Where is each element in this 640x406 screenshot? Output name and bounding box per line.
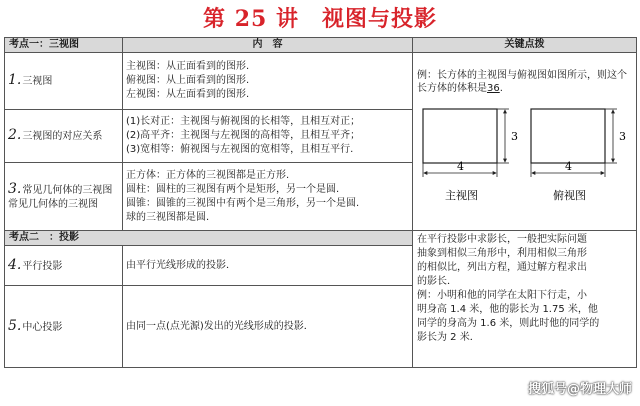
- key-line: 同学的身高为 1.6 米，则此时他的同学的: [417, 318, 600, 329]
- topic-number: 3.: [8, 180, 22, 197]
- content-cell: [123, 53, 413, 110]
- views-figure: [417, 99, 633, 211]
- key-line: 的相似比，列出方程，通过解方程求出: [417, 262, 587, 273]
- header-topic-label: 考点一：三视图: [9, 39, 79, 50]
- knowledge-table: [4, 37, 637, 368]
- header-key-label: 关键点拨: [504, 39, 545, 50]
- example-answer: 36: [487, 83, 500, 94]
- key-line: 在平行投影中求影长，一般把实际问题: [417, 234, 587, 245]
- watermark: 搜狐号@物理大师: [527, 382, 632, 397]
- content-line: (1)长对正：主视图与俯视图的长相等，且相互对正；: [126, 116, 361, 127]
- content-line: (3)宽相等：俯视图与左视图的宽相等，且相互平行.: [126, 144, 354, 155]
- top-width-label: 4: [565, 160, 572, 173]
- content-line: 球的三视图都是圆.: [126, 211, 210, 223]
- topic-number: 4.: [8, 256, 22, 273]
- topic-title: 常见几何体的三视图常见几何体的三视图: [8, 184, 113, 210]
- header-topic-cell: [5, 38, 123, 53]
- content-line: (2)高平齐：主视图与左视图的高相等，且相互平齐；: [126, 130, 361, 141]
- example-text: 例：长方体的主视图与俯视图如图所示，则这个长方体的体积是36.: [417, 70, 627, 94]
- key-line: 明身高 1.4 米，他的影长为 1.75 米，他: [417, 304, 598, 315]
- topic-number: 2.: [8, 127, 22, 143]
- key-line: 影长为 2 米．: [417, 332, 480, 343]
- key-line: 的影长．: [417, 276, 457, 287]
- content-line: 主视图：从正面看到的图形.: [126, 61, 250, 72]
- content-cell: [123, 163, 413, 231]
- topic-cell: [5, 110, 123, 163]
- topic-number: 5.: [8, 317, 22, 334]
- topic-number: 1.: [8, 72, 22, 88]
- front-view-rect: [423, 109, 497, 163]
- topic-title: 三视图的对应关系: [22, 131, 103, 142]
- content-line: 由同一点(点光源)发出的光线形成的投影．: [126, 320, 314, 332]
- key-cell-views: [413, 53, 637, 231]
- content-line: 左视图：从左面看到的图形.: [126, 89, 250, 100]
- topic-cell: [5, 163, 123, 231]
- content-cell: [123, 246, 413, 286]
- header-key-cell: [413, 38, 637, 53]
- front-height-label: 3: [511, 130, 518, 143]
- page-title: 第 25 讲 视图与投影: [203, 6, 437, 32]
- top-view-label: 俯视图: [553, 189, 586, 202]
- header-content-label: 内 容: [252, 39, 283, 50]
- key-line: 例：小明和他的同学在太阳下行走，小: [417, 290, 587, 301]
- three-view-diagram: [417, 99, 632, 211]
- topic-title: 三视图: [22, 76, 53, 87]
- header-content-cell: [123, 38, 413, 53]
- front-view-label: 主视图: [445, 189, 478, 202]
- content-line: 圆柱：圆柱的三视图有两个是矩形，另一个是圆.: [126, 183, 340, 195]
- section-two-label-cell: [5, 231, 413, 246]
- topic-title: 平行投影: [22, 260, 63, 272]
- content-line: 俯视图：从上面看到的图形.: [126, 75, 250, 86]
- content-line: 圆锥：圆锥的三视图中有两个是三角形，另一个是圆.: [126, 197, 360, 209]
- content-cell: [123, 110, 413, 163]
- top-height-label: 3: [619, 130, 626, 143]
- section-header-row: [5, 231, 637, 246]
- key-cell-projection: [413, 231, 637, 368]
- content-line: 由平行光线形成的投影．: [126, 259, 236, 271]
- top-view-rect: [531, 109, 605, 163]
- topic-cell: [5, 53, 123, 110]
- table-header-row: [5, 38, 637, 53]
- content-line: 正方体：正方体的三视图都是正方形.: [126, 169, 290, 181]
- key-line: 抽象到相似三角形中，利用相似三角形: [417, 248, 587, 259]
- section-two-label: 考点二 ：投影: [9, 232, 79, 243]
- content-cell: [123, 286, 413, 368]
- topic-cell: [5, 246, 123, 286]
- table-row: [5, 53, 637, 110]
- front-width-label: 4: [457, 160, 464, 173]
- topic-cell: [5, 286, 123, 368]
- topic-title: 中心投影: [22, 321, 63, 333]
